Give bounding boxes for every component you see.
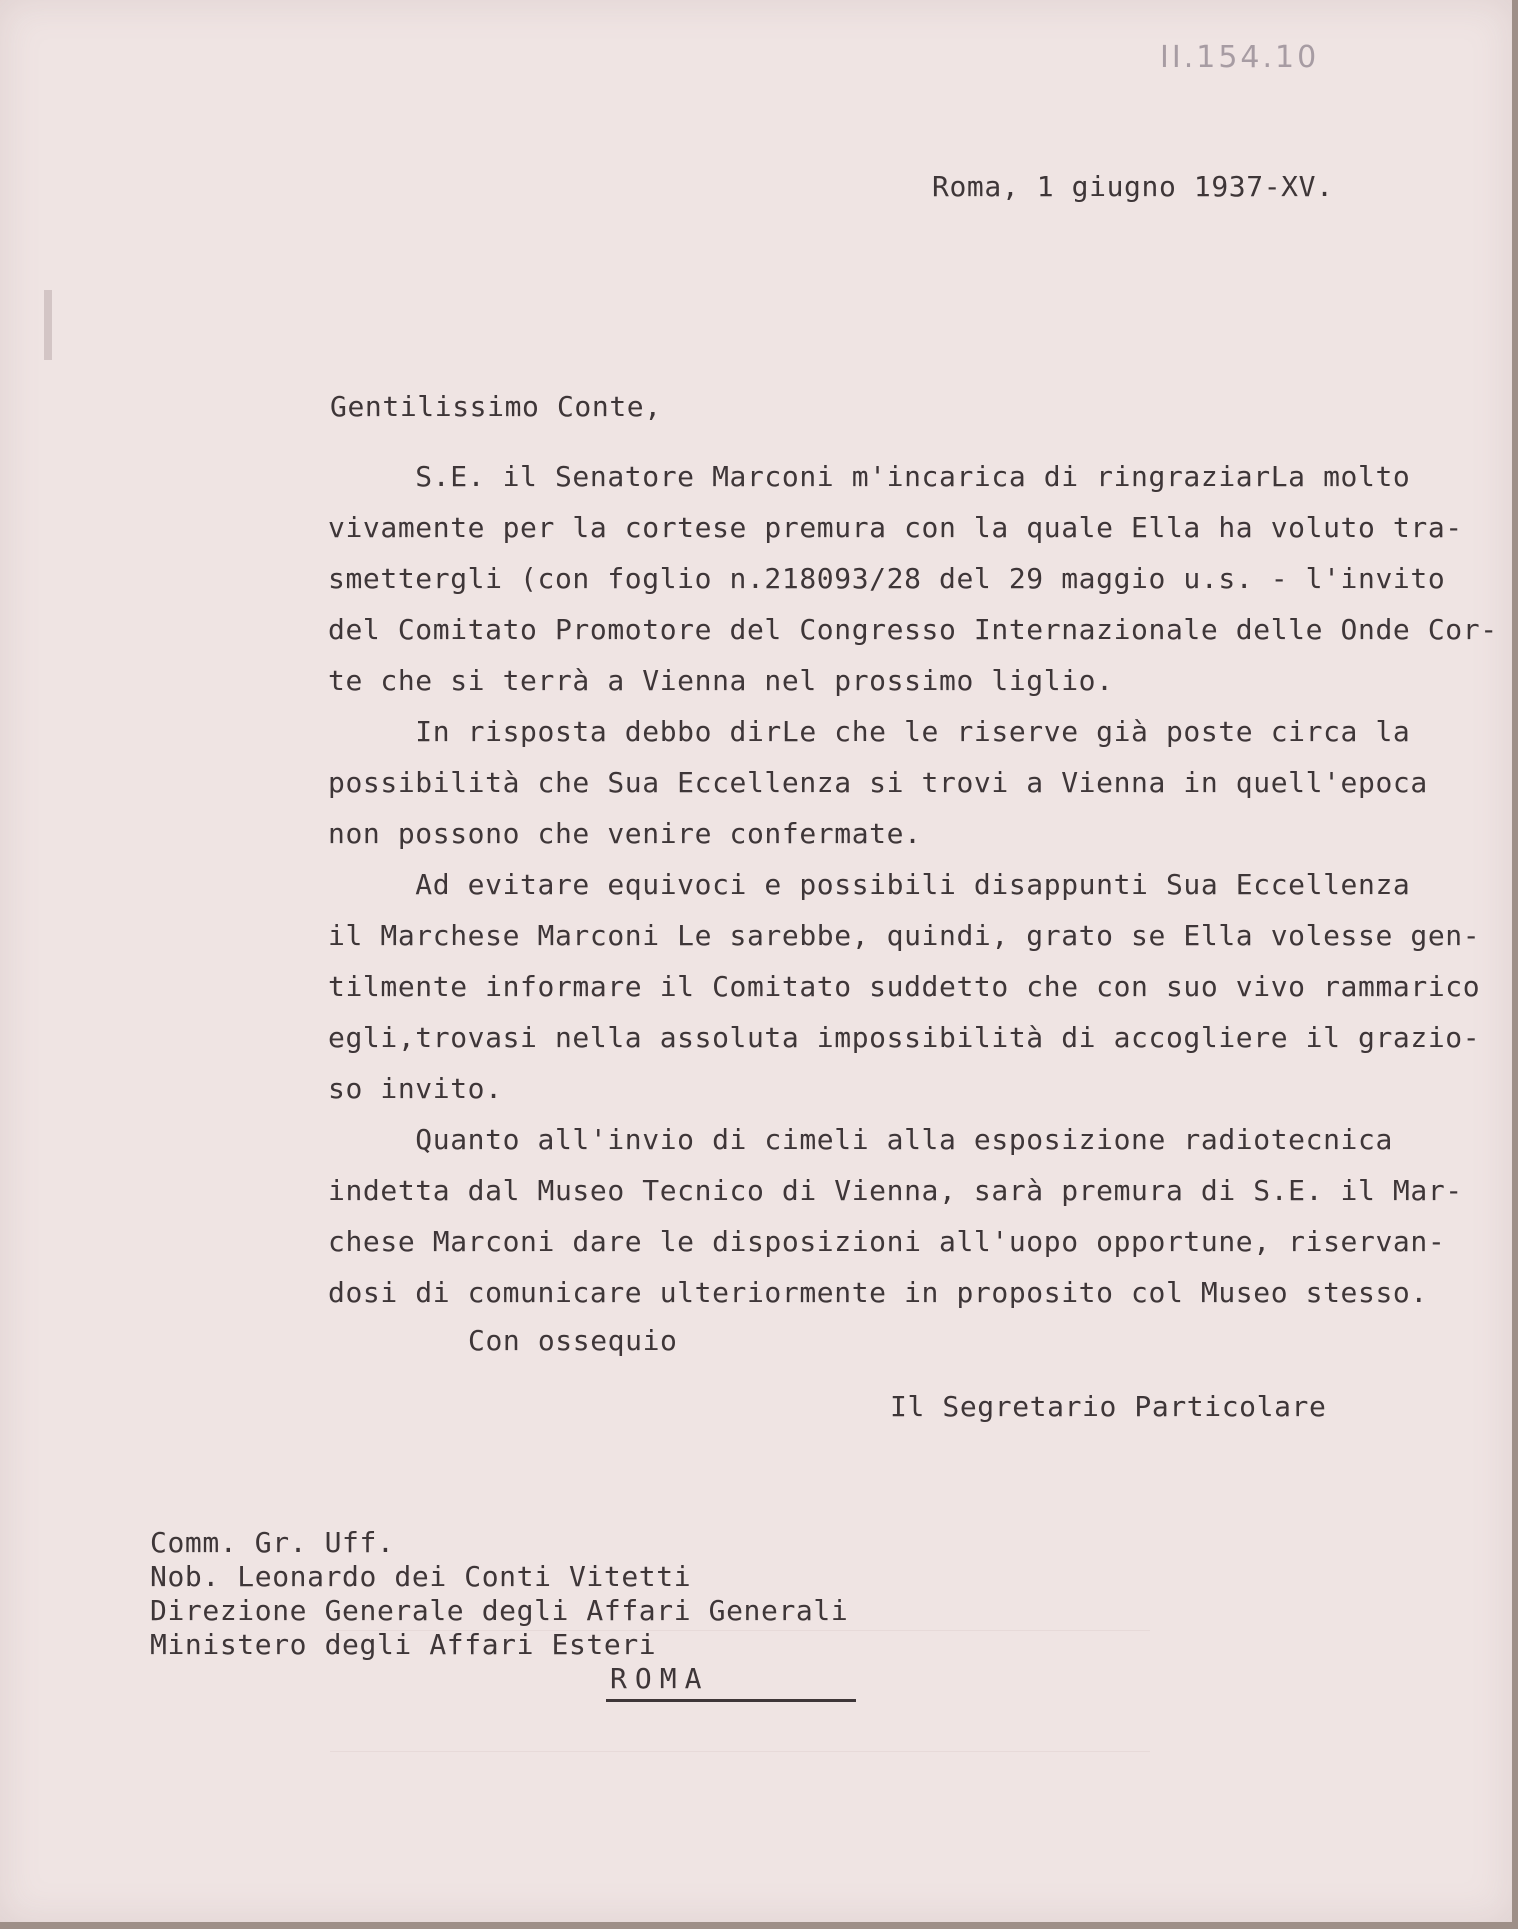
date-line: Roma, 1 giugno 1937-XV. — [932, 170, 1334, 203]
city-underline — [606, 1699, 856, 1702]
archive-mark: II.154.10 — [1160, 40, 1320, 75]
body-line: egli,trovasi nella assoluta impossibilità di accogliere il grazio- — [328, 1021, 1481, 1054]
body-line: In risposta debbo dirLe che le riserve già poste circa la — [328, 715, 1411, 748]
body-line: smettergli (con foglio n.218093/28 del 29 maggio u.s. - l'invito — [328, 562, 1446, 595]
body-line: possibilità che Sua Eccellenza si trovi a Vienna in quell'epoca — [328, 766, 1428, 799]
addressee-line: Comm. Gr. Uff. — [150, 1526, 395, 1559]
signature-title: Il Segretario Particolare — [890, 1390, 1327, 1423]
paper-smudge — [44, 290, 52, 360]
body-line: indetta dal Museo Tecnico di Vienna, sarà premura di S.E. il Mar- — [328, 1174, 1463, 1207]
body-line: tilmente informare il Comitato suddetto che con suo vivo rammarico — [328, 970, 1481, 1003]
addressee-city: ROMA — [610, 1662, 710, 1695]
closing: Con ossequio — [468, 1324, 678, 1357]
body-line: del Comitato Promotore del Congresso Internazionale delle Onde Cor- — [328, 613, 1498, 646]
addressee-line: Nob. Leonardo dei Conti Vitetti — [150, 1560, 692, 1593]
salutation: Gentilissimo Conte, — [330, 390, 662, 423]
body-line: il Marchese Marconi Le sarebbe, quindi, grato se Ella volesse gen- — [328, 919, 1481, 952]
body-line: S.E. il Senatore Marconi m'incarica di ringraziarLa molto — [328, 460, 1411, 493]
body-line: dosi di comunicare ulteriormente in proposito col Museo stesso. — [328, 1276, 1428, 1309]
body-line: chese Marconi dare le disposizioni all'uopo opportune, riservan- — [328, 1225, 1446, 1258]
body-line: te che si terrà a Vienna nel prossimo liglio. — [328, 664, 1114, 697]
body-line: Quanto all'invio di cimeli alla esposizione radiotecnica — [328, 1123, 1393, 1156]
addressee-line: Ministero degli Affari Esteri — [150, 1628, 657, 1661]
body-line: so invito. — [328, 1072, 503, 1105]
body-line: non possono che venire confermate. — [328, 817, 922, 850]
body-line: vivamente per la cortese premura con la quale Ella ha voluto tra- — [328, 511, 1463, 544]
addressee-line: Direzione Generale degli Affari Generali — [150, 1594, 849, 1627]
body-line: Ad evitare equivoci e possibili disappunti Sua Eccellenza — [328, 868, 1411, 901]
